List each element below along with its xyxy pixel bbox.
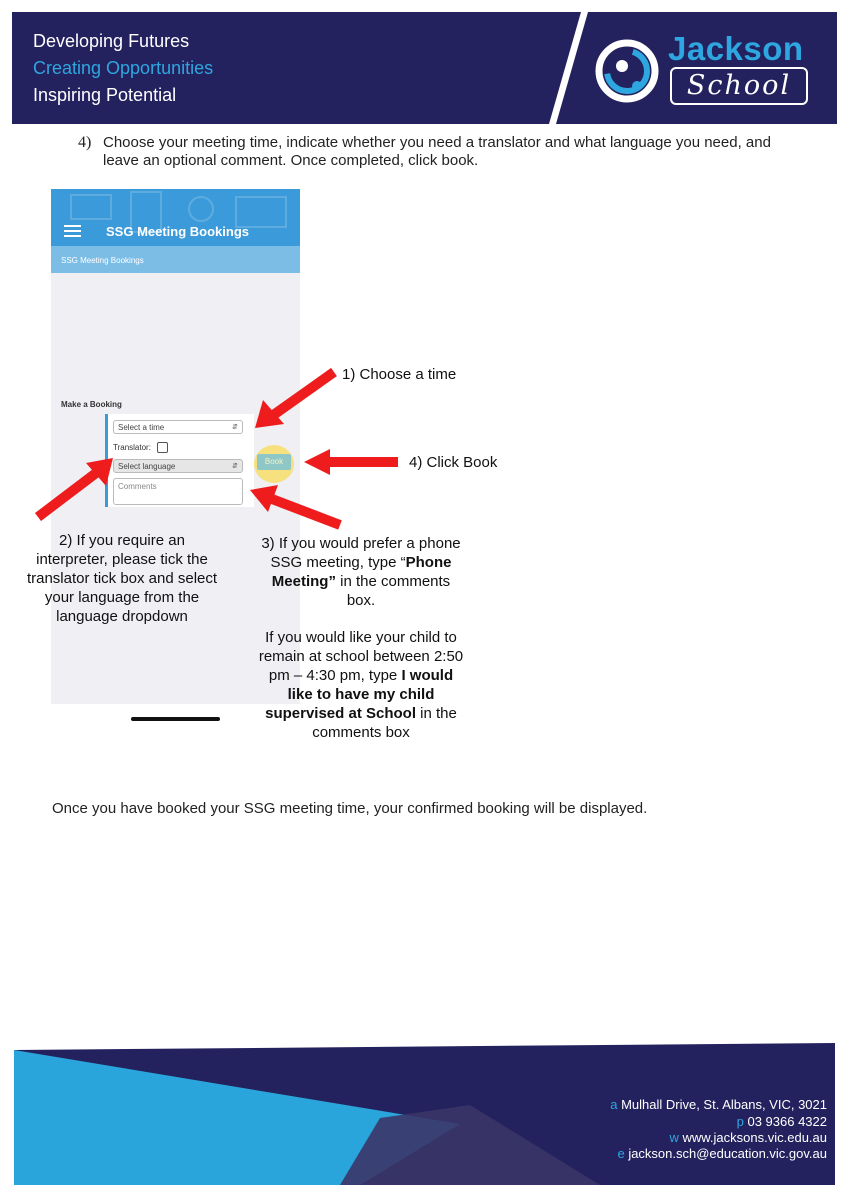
breadcrumb: SSG Meeting Bookings bbox=[61, 256, 144, 265]
confirmation-text: Once you have booked your SSG meeting time, your confirmed booking will be displayed. bbox=[52, 800, 648, 817]
address-value: Mulhall Drive, St. Albans, VIC, 3021 bbox=[621, 1097, 827, 1112]
logo-name: Jackson bbox=[668, 30, 804, 67]
translator-label: Translator: bbox=[113, 443, 151, 452]
note-supervise-bold: I would like to have my child supervised at School bbox=[265, 667, 454, 722]
email-value[interactable]: jackson.sch@education.vic.gov.au bbox=[628, 1146, 827, 1161]
note-phone-bold: Phone Meeting” bbox=[271, 554, 452, 590]
tagline-2: Creating Opportunities bbox=[33, 58, 214, 78]
app-title: SSG Meeting Bookings bbox=[106, 224, 250, 239]
footer-address bbox=[610, 1097, 827, 1112]
note-phone-pre: 3) If you would prefer a phone SSG meeting, type “ bbox=[261, 535, 461, 571]
time-select-value: Select a time bbox=[118, 423, 165, 432]
phone-key: p bbox=[736, 1114, 744, 1129]
select-chevron-icon: ⇵ bbox=[232, 463, 238, 470]
select-chevron-icon: ⇵ bbox=[232, 424, 238, 431]
note-click-book: 4) Click Book bbox=[409, 454, 498, 471]
tagline-3: Inspiring Potential bbox=[33, 85, 177, 105]
address-key: a bbox=[610, 1097, 618, 1112]
note-interpreter: 2) If you require an interpreter, please tick the translator tick box and select your language from the language dropdown bbox=[26, 532, 218, 625]
footer-email[interactable] bbox=[617, 1146, 827, 1161]
logo-subname: School bbox=[670, 67, 808, 105]
note-choose-time: 1) Choose a time bbox=[342, 366, 457, 383]
note-supervise-pre: If you would like your child to remain at school between 2:50 pm – 4:30 pm, type bbox=[258, 629, 464, 684]
section-title: Make a Booking bbox=[61, 400, 122, 409]
footer-web[interactable] bbox=[669, 1130, 827, 1145]
web-value[interactable]: www.jacksons.vic.edu.au bbox=[682, 1130, 827, 1145]
note-supervise-post: in the comments box bbox=[312, 705, 457, 741]
email-key: e bbox=[617, 1146, 625, 1161]
comments-field[interactable]: Comments bbox=[113, 478, 243, 505]
step-number: 4) bbox=[78, 134, 92, 151]
language-select-value: Select language bbox=[118, 462, 176, 471]
phone-value: 03 9366 4322 bbox=[747, 1114, 827, 1129]
note-phone-post: in the comments box. bbox=[335, 573, 451, 609]
step-instruction: Choose your meeting time, indicate whether you need a translator and what language you need, and leave an optional comment. Once completed, click book. bbox=[103, 134, 771, 169]
web-key: w bbox=[669, 1130, 679, 1145]
footer-phone bbox=[737, 1114, 827, 1129]
book-button[interactable]: Book bbox=[257, 454, 291, 470]
tagline-1: Developing Futures bbox=[33, 31, 190, 51]
